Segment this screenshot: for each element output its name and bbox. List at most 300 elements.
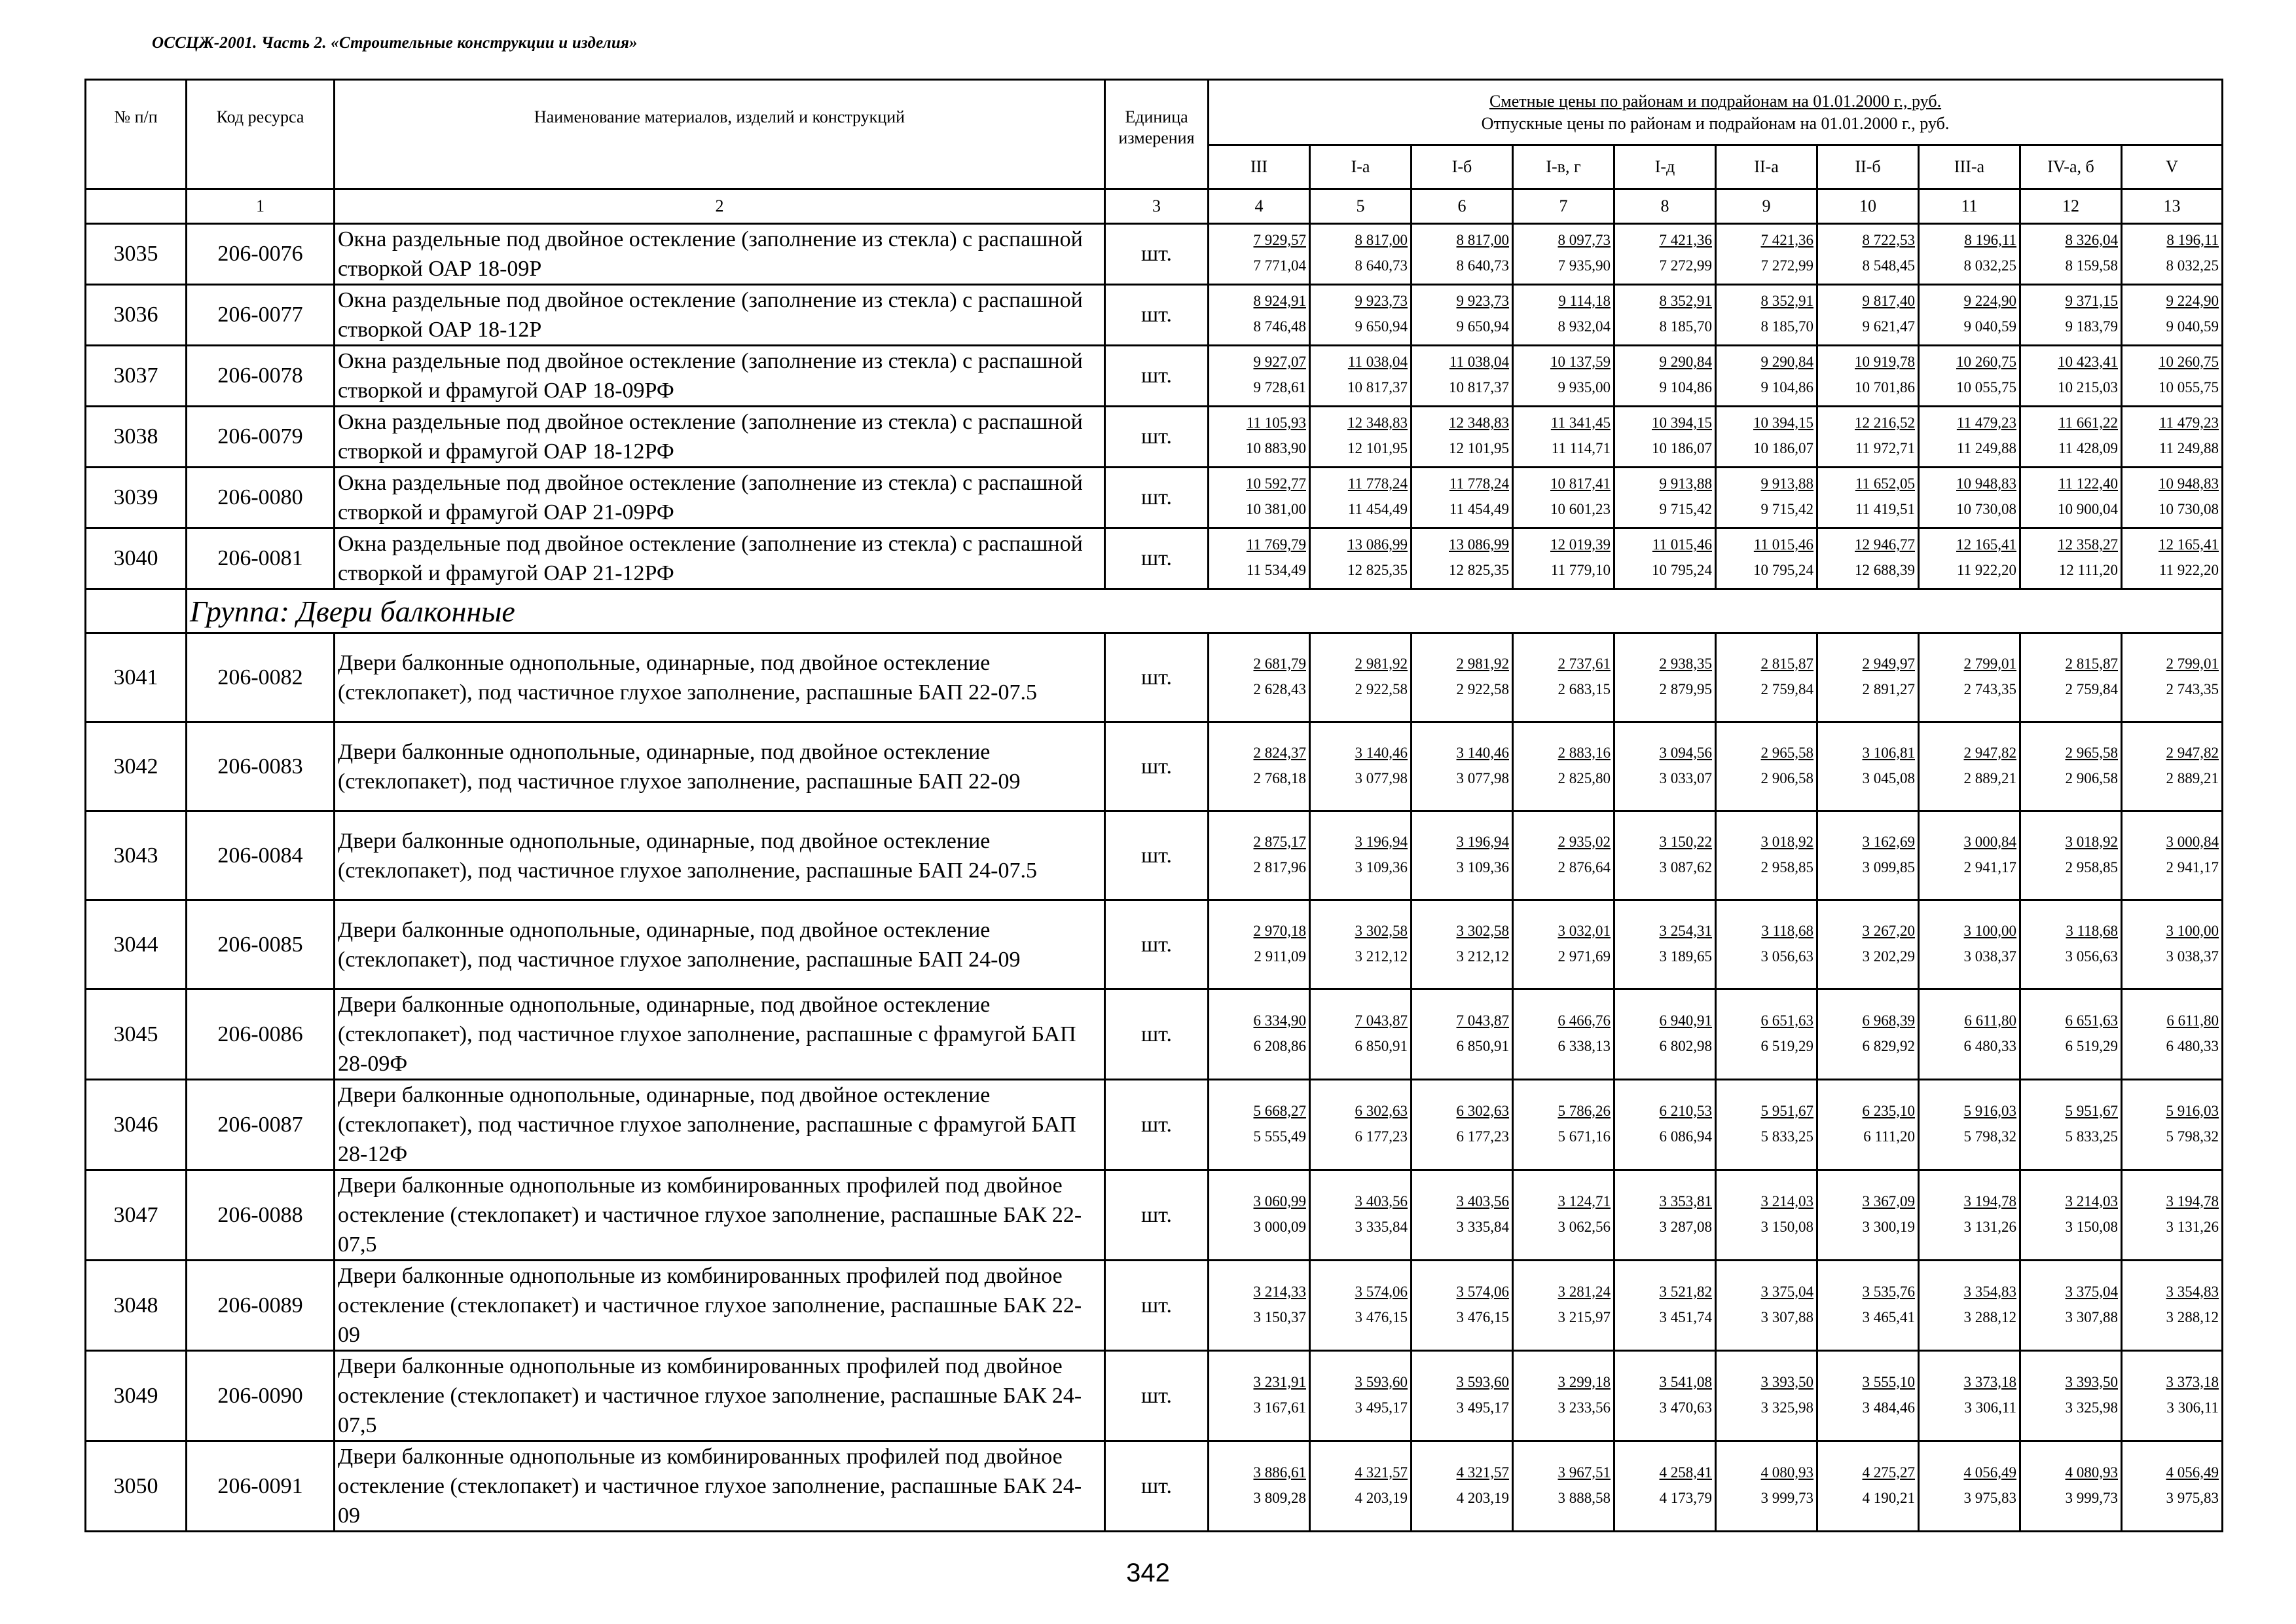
row-number: 3044	[86, 900, 187, 989]
estimated-price: 6 302,63	[1456, 1102, 1509, 1119]
price-cell	[2122, 1261, 2223, 1351]
release-price: 3 465,41	[1862, 1308, 1915, 1325]
price-cell	[1209, 1170, 1310, 1261]
estimated-price: 4 258,41	[1659, 1464, 1712, 1481]
price-cell	[1716, 1170, 1817, 1261]
estimated-price: 2 883,16	[1558, 744, 1611, 761]
release-price: 2 889,21	[1963, 769, 2016, 786]
price-cell	[1310, 346, 1412, 407]
resource-code: 206-0090	[187, 1351, 335, 1441]
price-cell	[1716, 468, 1817, 528]
release-price: 12 688,39	[1855, 562, 1915, 578]
table-row	[86, 285, 2223, 346]
price-cell	[1513, 722, 1614, 811]
resource-code: 206-0083	[187, 722, 335, 811]
price-cell	[1209, 1441, 1310, 1532]
release-price: 2 768,18	[1253, 769, 1306, 786]
release-price: 3 476,15	[1355, 1308, 1408, 1325]
estimated-price: 9 371,15	[2065, 293, 2118, 309]
price-cell	[1919, 468, 2020, 528]
column-number: 5	[1310, 189, 1412, 224]
price-cell	[1513, 407, 1614, 468]
release-price: 3 335,84	[1456, 1218, 1509, 1235]
release-price: 5 833,25	[1760, 1128, 1813, 1145]
table-row	[86, 407, 2223, 468]
price-cell	[1412, 468, 1513, 528]
release-price: 6 111,20	[1863, 1128, 1915, 1145]
estimated-price: 9 290,84	[1659, 354, 1712, 370]
price-cell	[1716, 528, 1817, 589]
resource-code: 206-0077	[187, 285, 335, 346]
release-price: 3 131,26	[1963, 1218, 2016, 1235]
estimated-price: 3 000,84	[1963, 833, 2016, 850]
estimated-price: 2 815,87	[1760, 655, 1813, 672]
table-row	[86, 1441, 2223, 1532]
price-header-estimated: Сметные цены по районам и подрайонам на 01.01.2000 г., руб.	[1489, 91, 1942, 111]
estimated-price: 10 260,75	[1956, 354, 2016, 370]
release-price: 3 038,37	[1963, 948, 2016, 965]
column-number: 13	[2122, 189, 2223, 224]
item-name: Двери балконные однопольные, одинарные, под двойное остекление (стеклопакет), под частичное глухое заполнение, распашные БАП 24-07.5	[335, 811, 1105, 900]
estimated-price: 11 769,79	[1246, 536, 1306, 553]
release-price: 12 825,35	[1347, 562, 1408, 578]
estimated-price: 6 968,39	[1862, 1012, 1915, 1029]
estimated-price: 2 799,01	[1963, 655, 2016, 672]
price-cell	[1716, 1351, 1817, 1441]
estimated-price: 4 321,57	[1456, 1464, 1509, 1481]
price-cell	[1817, 1261, 1919, 1351]
table-row	[86, 1080, 2223, 1170]
release-price: 9 715,42	[1659, 501, 1712, 517]
release-price: 3 109,36	[1456, 858, 1509, 876]
price-cell	[1614, 346, 1716, 407]
price-cell	[1614, 224, 1716, 285]
price-cell	[1513, 468, 1614, 528]
estimated-price: 3 574,06	[1456, 1283, 1509, 1300]
release-price: 6 850,91	[1456, 1037, 1509, 1054]
row-number: 3037	[86, 346, 187, 407]
estimated-price: 10 423,41	[2058, 354, 2118, 370]
price-cell	[1716, 1080, 1817, 1170]
estimated-price: 3 593,60	[1456, 1373, 1509, 1390]
estimated-price: 9 923,73	[1355, 293, 1408, 309]
price-cell	[1817, 528, 1919, 589]
price-cell	[1817, 285, 1919, 346]
price-cell	[1919, 224, 2020, 285]
price-cell	[2020, 900, 2122, 989]
price-cell	[1817, 1080, 1919, 1170]
price-cell	[1310, 722, 1412, 811]
release-price: 9 183,79	[2065, 318, 2118, 335]
group-row	[86, 589, 2223, 633]
price-cell	[1919, 1351, 2020, 1441]
release-price: 5 671,16	[1558, 1128, 1611, 1145]
release-price: 12 825,35	[1449, 562, 1509, 578]
unit-cell: шт.	[1105, 1080, 1209, 1170]
release-price: 3 300,19	[1862, 1218, 1915, 1235]
release-price: 7 272,99	[1760, 257, 1813, 274]
estimated-price: 10 817,41	[1550, 475, 1611, 492]
price-cell	[1716, 285, 1817, 346]
estimated-price: 9 224,90	[1963, 293, 2016, 309]
row-number: 3039	[86, 468, 187, 528]
release-price: 8 932,04	[1558, 318, 1611, 335]
row-number: 3043	[86, 811, 187, 900]
release-price: 4 190,21	[1862, 1489, 1915, 1506]
column-number: 7	[1513, 189, 1614, 224]
release-price: 3 307,88	[2065, 1308, 2118, 1325]
price-cell	[1716, 633, 1817, 722]
price-cell	[1209, 633, 1310, 722]
resource-code: 206-0081	[187, 528, 335, 589]
estimated-price: 5 951,67	[1760, 1102, 1813, 1119]
price-cell	[2122, 528, 2223, 589]
price-cell	[1614, 1351, 1716, 1441]
release-price: 2 941,17	[1963, 858, 2016, 876]
release-price: 9 040,59	[2166, 318, 2219, 335]
estimated-price: 3 150,22	[1659, 833, 1712, 850]
price-cell	[1817, 633, 1919, 722]
item-name: Двери балконные однопольные, одинарные, под двойное остекление (стеклопакет), под частичное глухое заполнение, распашные с фрамугой БАП 28-09Ф	[335, 989, 1105, 1080]
release-price: 8 640,73	[1456, 257, 1509, 274]
release-price: 6 480,33	[2166, 1037, 2219, 1054]
price-cell	[1716, 722, 1817, 811]
estimated-price: 10 948,83	[2159, 475, 2219, 492]
estimated-price: 13 086,99	[1449, 536, 1509, 553]
estimated-price: 2 965,58	[1760, 744, 1813, 761]
unit-cell: шт.	[1105, 1441, 1209, 1532]
price-cell	[1412, 407, 1513, 468]
release-price: 3 189,65	[1659, 948, 1712, 965]
price-cell	[1614, 989, 1716, 1080]
price-cell	[1817, 1170, 1919, 1261]
estimated-price: 2 737,61	[1558, 655, 1611, 672]
price-cell	[1209, 900, 1310, 989]
price-cell	[1716, 407, 1817, 468]
price-cell	[1919, 1170, 2020, 1261]
estimated-price: 9 114,18	[1558, 293, 1611, 309]
estimated-price: 3 196,94	[1456, 833, 1509, 850]
release-price: 3 099,85	[1862, 858, 1915, 876]
release-price: 8 548,45	[1862, 257, 1915, 274]
price-cell	[2122, 633, 2223, 722]
price-cell	[2122, 285, 2223, 346]
document-header: ОССЦЖ-2001. Часть 2. «Строительные конструкции и изделия»	[152, 34, 638, 52]
estimated-price: 3 231,91	[1253, 1373, 1306, 1390]
release-price: 7 272,99	[1659, 257, 1712, 274]
price-cell	[1513, 811, 1614, 900]
release-price: 3 038,37	[2166, 948, 2219, 965]
release-price: 9 715,42	[1760, 501, 1813, 517]
unit-cell: шт.	[1105, 224, 1209, 285]
release-price: 3 288,12	[1963, 1308, 2016, 1325]
resource-code: 206-0086	[187, 989, 335, 1080]
price-cell	[1919, 528, 2020, 589]
price-cell	[1310, 1441, 1412, 1532]
estimated-price: 3 353,81	[1659, 1192, 1712, 1209]
price-cell	[2020, 633, 2122, 722]
price-cell	[1310, 1351, 1412, 1441]
estimated-price: 3 403,56	[1456, 1192, 1509, 1209]
price-cell	[1614, 633, 1716, 722]
estimated-price: 3 354,83	[2166, 1283, 2219, 1300]
estimated-price: 3 194,78	[2166, 1192, 2219, 1209]
price-cell	[1310, 1170, 1412, 1261]
estimated-price: 9 224,90	[2166, 293, 2219, 309]
price-cell	[1513, 528, 1614, 589]
estimated-price: 9 923,73	[1456, 293, 1509, 309]
release-price: 3 476,15	[1456, 1308, 1509, 1325]
price-cell	[1513, 1170, 1614, 1261]
estimated-price: 3 367,09	[1862, 1192, 1915, 1209]
price-cell	[1513, 346, 1614, 407]
column-number: 11	[1919, 189, 2020, 224]
resource-code: 206-0088	[187, 1170, 335, 1261]
release-price: 3 056,63	[2065, 948, 2118, 965]
price-cell	[1614, 1441, 1716, 1532]
row-number: 3045	[86, 989, 187, 1080]
item-name: Двери балконные однопольные из комбинированных профилей под двойное остекление (стеклопакет) и частичное глухое заполнение, распашные БАК 22-09	[335, 1261, 1105, 1351]
price-cell	[1412, 224, 1513, 285]
price-header-release: Отпускные цены по районам и подрайонам на 01.01.2000 г., руб.	[1481, 113, 1950, 133]
estimated-price: 3 254,31	[1659, 922, 1712, 939]
release-price: 9 040,59	[1963, 318, 2016, 335]
release-price: 2 817,96	[1253, 858, 1306, 876]
price-cell	[1817, 900, 1919, 989]
estimated-price: 3 267,20	[1862, 922, 1915, 939]
item-name: Двери балконные однопольные из комбинированных профилей под двойное остекление (стеклопакет) и частичное глухое заполнение, распашные БАК 22-07,5	[335, 1170, 1105, 1261]
price-cell	[2020, 989, 2122, 1080]
price-cell	[1817, 346, 1919, 407]
price-cell	[2122, 811, 2223, 900]
estimated-price: 7 421,36	[1659, 232, 1712, 248]
estimated-price: 3 373,18	[1963, 1373, 2016, 1390]
estimated-price: 12 165,41	[1956, 536, 2016, 553]
price-cell	[1614, 468, 1716, 528]
unit-cell: шт.	[1105, 1261, 1209, 1351]
column-number: 9	[1716, 189, 1817, 224]
release-price: 6 519,29	[1760, 1037, 1813, 1054]
release-price: 3 325,98	[2065, 1399, 2118, 1416]
resource-code: 206-0089	[187, 1261, 335, 1351]
estimated-price: 10 919,78	[1855, 354, 1915, 370]
row-number: 3035	[86, 224, 187, 285]
price-cell	[1817, 989, 1919, 1080]
estimated-price: 3 521,82	[1659, 1283, 1712, 1300]
region-header: I-а	[1310, 145, 1412, 189]
estimated-price: 2 970,18	[1253, 922, 1306, 939]
estimated-price: 3 118,68	[2066, 922, 2118, 939]
release-price: 4 203,19	[1355, 1489, 1408, 1506]
region-header: II-б	[1817, 145, 1919, 189]
release-price: 6 829,92	[1862, 1037, 1915, 1054]
estimated-price: 4 080,93	[1760, 1464, 1813, 1481]
release-price: 3 045,08	[1862, 769, 1915, 786]
table-row	[86, 528, 2223, 589]
release-price: 2 759,84	[1760, 680, 1813, 697]
estimated-price: 12 946,77	[1855, 536, 1915, 553]
release-price: 3 150,08	[2065, 1218, 2118, 1235]
estimated-price: 11 038,04	[1449, 354, 1509, 370]
price-cell	[1919, 407, 2020, 468]
price-cell	[1817, 811, 1919, 900]
estimated-price: 3 281,24	[1558, 1283, 1611, 1300]
estimated-price: 11 122,40	[2058, 475, 2118, 492]
release-price: 11 922,20	[2159, 562, 2219, 578]
estimated-price: 3 214,03	[1760, 1192, 1813, 1209]
estimated-price: 12 358,27	[2058, 536, 2118, 553]
resource-code: 206-0076	[187, 224, 335, 285]
release-price: 2 922,58	[1355, 680, 1408, 697]
estimated-price: 13 086,99	[1347, 536, 1408, 553]
release-price: 5 555,49	[1253, 1128, 1306, 1145]
price-cell	[1919, 346, 2020, 407]
estimated-price: 2 947,82	[1963, 744, 2016, 761]
release-price: 3 306,11	[1964, 1399, 2016, 1416]
estimated-price: 3 100,00	[2166, 922, 2219, 939]
release-price: 3 215,97	[1558, 1308, 1611, 1325]
price-cell	[1310, 900, 1412, 989]
estimated-price: 11 479,23	[2159, 415, 2219, 431]
price-cell	[1513, 224, 1614, 285]
price-cell	[2020, 407, 2122, 468]
release-price: 2 889,21	[2166, 769, 2219, 786]
price-cell	[1919, 1441, 2020, 1532]
table-row	[86, 468, 2223, 528]
price-cell	[2020, 1080, 2122, 1170]
estimated-price: 3 162,69	[1862, 833, 1915, 850]
estimated-price: 3 302,58	[1456, 922, 1509, 939]
release-price: 11 534,49	[1246, 562, 1306, 578]
region-header: I-б	[1412, 145, 1513, 189]
item-name: Окна раздельные под двойное остекление (заполнение из стекла) с распашной створкой ОАР 18-12Р	[335, 285, 1105, 346]
release-price: 6 480,33	[1963, 1037, 2016, 1054]
column-number: 8	[1614, 189, 1716, 224]
estimated-price: 11 341,45	[1550, 415, 1611, 431]
price-cell	[1513, 1261, 1614, 1351]
estimated-price: 3 140,46	[1456, 744, 1509, 761]
region-header: IV-а, б	[2020, 145, 2122, 189]
release-price: 11 454,49	[1347, 501, 1408, 517]
price-cell	[1310, 1080, 1412, 1170]
price-cell	[2020, 468, 2122, 528]
estimated-price: 11 778,24	[1347, 475, 1408, 492]
price-cell	[1614, 528, 1716, 589]
estimated-price: 3 574,06	[1355, 1283, 1408, 1300]
price-cell	[1412, 1261, 1513, 1351]
price-cell	[1412, 1170, 1513, 1261]
release-price: 9 650,94	[1456, 318, 1509, 335]
price-cell	[1919, 285, 2020, 346]
release-price: 3 202,29	[1862, 948, 1915, 965]
release-price: 5 798,32	[1963, 1128, 2016, 1145]
region-header: III-а	[1919, 145, 2020, 189]
release-price: 3 975,83	[2166, 1489, 2219, 1506]
estimated-price: 3 393,50	[1760, 1373, 1813, 1390]
release-price: 6 802,98	[1659, 1037, 1712, 1054]
release-price: 2 891,27	[1862, 680, 1915, 697]
release-price: 9 650,94	[1355, 318, 1408, 335]
estimated-price: 3 032,01	[1558, 922, 1611, 939]
column-number: 1	[187, 189, 335, 224]
estimated-price: 6 334,90	[1253, 1012, 1306, 1029]
resource-code: 206-0087	[187, 1080, 335, 1170]
release-price: 5 833,25	[2065, 1128, 2118, 1145]
estimated-price: 3 375,04	[1760, 1283, 1813, 1300]
release-price: 3 975,83	[1963, 1489, 2016, 1506]
price-cell	[2122, 1170, 2223, 1261]
estimated-price: 9 817,40	[1862, 293, 1915, 309]
estimated-price: 11 015,46	[1753, 536, 1813, 553]
unit-cell: шт.	[1105, 900, 1209, 989]
estimated-price: 6 611,80	[2166, 1012, 2219, 1029]
unit-cell: шт.	[1105, 285, 1209, 346]
release-price: 2 628,43	[1253, 680, 1306, 697]
item-name: Двери балконные однопольные, одинарные, под двойное остекление (стеклопакет), под частичное глухое заполнение, распашные БАП 22-09	[335, 722, 1105, 811]
estimated-price: 8 352,91	[1659, 293, 1712, 309]
price-cell	[1412, 989, 1513, 1080]
estimated-price: 8 924,91	[1253, 293, 1306, 309]
estimated-price: 11 038,04	[1347, 354, 1408, 370]
release-price: 2 825,80	[1558, 769, 1611, 786]
estimated-price: 12 348,83	[1347, 415, 1408, 431]
release-price: 6 086,94	[1659, 1128, 1712, 1145]
estimated-price: 11 778,24	[1449, 475, 1509, 492]
estimated-price: 12 019,39	[1550, 536, 1611, 553]
release-price: 3 306,11	[2166, 1399, 2219, 1416]
price-cell	[1209, 285, 1310, 346]
price-cell	[2122, 346, 2223, 407]
estimated-price: 8 196,11	[1964, 232, 2016, 248]
release-price: 3 999,73	[1760, 1489, 1813, 1506]
release-price: 11 779,10	[1550, 562, 1611, 578]
estimated-price: 6 235,10	[1862, 1102, 1915, 1119]
release-price: 2 941,17	[2166, 858, 2219, 876]
col-header-num: № п/п	[86, 80, 187, 189]
estimated-price: 12 165,41	[2159, 536, 2219, 553]
price-cell	[1209, 1351, 1310, 1441]
release-price: 2 911,09	[1254, 948, 1306, 965]
estimated-price: 3 000,84	[2166, 833, 2219, 850]
release-price: 3 087,62	[1659, 858, 1712, 876]
table-row	[86, 1261, 2223, 1351]
price-cell	[1412, 346, 1513, 407]
price-cell	[1614, 1170, 1716, 1261]
price-cell	[1513, 285, 1614, 346]
estimated-price: 10 137,59	[1550, 354, 1611, 370]
price-cell	[1513, 633, 1614, 722]
estimated-price: 2 947,82	[2166, 744, 2219, 761]
release-price: 3 131,26	[2166, 1218, 2219, 1235]
price-cell	[1716, 900, 1817, 989]
col-header-unit: Единица измерения	[1105, 80, 1209, 189]
column-number	[86, 189, 187, 224]
estimated-price: 3 373,18	[2166, 1373, 2219, 1390]
column-number: 12	[2020, 189, 2122, 224]
release-price: 2 683,15	[1558, 680, 1611, 697]
release-price: 6 850,91	[1355, 1037, 1408, 1054]
release-price: 8 159,58	[2065, 257, 2118, 274]
release-price: 9 728,61	[1253, 379, 1306, 396]
estimated-price: 9 290,84	[1760, 354, 1813, 370]
release-price: 3 056,63	[1760, 948, 1813, 965]
release-price: 3 307,88	[1760, 1308, 1813, 1325]
estimated-price: 4 056,49	[1963, 1464, 2016, 1481]
release-price: 8 185,70	[1760, 318, 1813, 335]
estimated-price: 3 196,94	[1355, 833, 1408, 850]
estimated-price: 3 593,60	[1355, 1373, 1408, 1390]
table-row	[86, 989, 2223, 1080]
